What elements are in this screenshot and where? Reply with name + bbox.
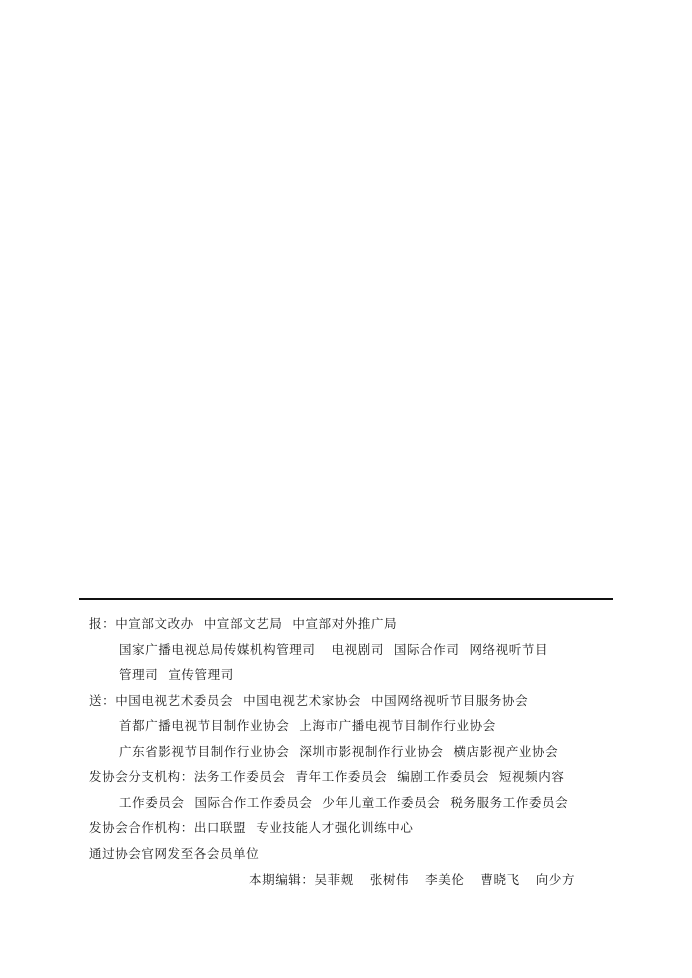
- send-item: 中国网络视听节目服务协会: [371, 693, 529, 708]
- distribution-divider: [79, 598, 613, 600]
- branch-item: 短视频内容: [498, 769, 565, 784]
- editors-line: [249, 872, 575, 888]
- branch-item: 税务服务工作委员会: [450, 795, 569, 810]
- send-item: 深圳市影视制作行业协会: [299, 744, 444, 759]
- report-line-1: [89, 616, 397, 632]
- branch-item: 法务工作委员会: [193, 769, 286, 784]
- branch-item: 少年儿童工作委员会: [322, 795, 441, 810]
- editor-name: 曹晓飞: [480, 872, 520, 887]
- report-item: 中宣部文艺局: [203, 616, 283, 631]
- send-item: 上海市广播电视节目制作行业协会: [299, 718, 496, 733]
- report-item: 宣传管理司: [168, 667, 234, 682]
- report-item: 电视剧司: [331, 642, 384, 657]
- report-item: 中宣部对外推广局: [292, 616, 398, 631]
- send-line-2: [119, 718, 496, 734]
- report-line-2: [119, 642, 548, 658]
- send-item: 中国电视艺术委员会: [115, 693, 234, 708]
- partners-label: 发协会合作机构：: [89, 820, 194, 835]
- report-item: 国际合作司: [393, 642, 460, 657]
- send-item: 横店影视产业协会: [453, 744, 559, 759]
- send-label: 送：: [89, 693, 116, 708]
- report-item: 国家广播电视总局传媒机构管理司: [119, 642, 316, 657]
- send-item: 首都广播电视节目制作业协会: [119, 718, 290, 733]
- editor-name: 张树伟: [369, 872, 410, 887]
- partner-item: 专业技能人才强化训练中心: [256, 820, 414, 835]
- send-item: 中国电视艺术家协会: [243, 693, 362, 708]
- branch-item: 编剧工作委员会: [397, 769, 489, 784]
- branches-label: 发协会分支机构：: [89, 769, 194, 784]
- members-note: [89, 846, 259, 862]
- members-note-text: 通过协会官网发至各会员单位: [89, 846, 260, 861]
- send-line-3: [119, 744, 558, 760]
- editors-label: 本期编辑：: [249, 872, 315, 887]
- report-item: 网络视听节目: [469, 642, 549, 657]
- report-label: 报：: [89, 616, 116, 631]
- partner-item: 出口联盟: [193, 820, 247, 835]
- branch-item: 国际合作工作委员会: [194, 795, 313, 810]
- send-item: 广东省影视节目制作行业协会: [119, 744, 290, 759]
- branches-line-2: [119, 795, 568, 811]
- editor-name: 向少方: [535, 872, 576, 887]
- branch-item: 青年工作委员会: [295, 769, 388, 784]
- editor-name: 李美伦: [425, 872, 465, 887]
- report-item: 中宣部文改办: [115, 616, 194, 631]
- report-item: 管理司: [119, 667, 159, 682]
- report-line-3: [119, 667, 234, 683]
- partners-line: [89, 820, 413, 836]
- send-line-1: [89, 693, 528, 709]
- editor-name: 吴菲觌: [314, 872, 354, 887]
- branches-line-1: [89, 769, 564, 785]
- branch-item: 工作委员会: [119, 795, 185, 810]
